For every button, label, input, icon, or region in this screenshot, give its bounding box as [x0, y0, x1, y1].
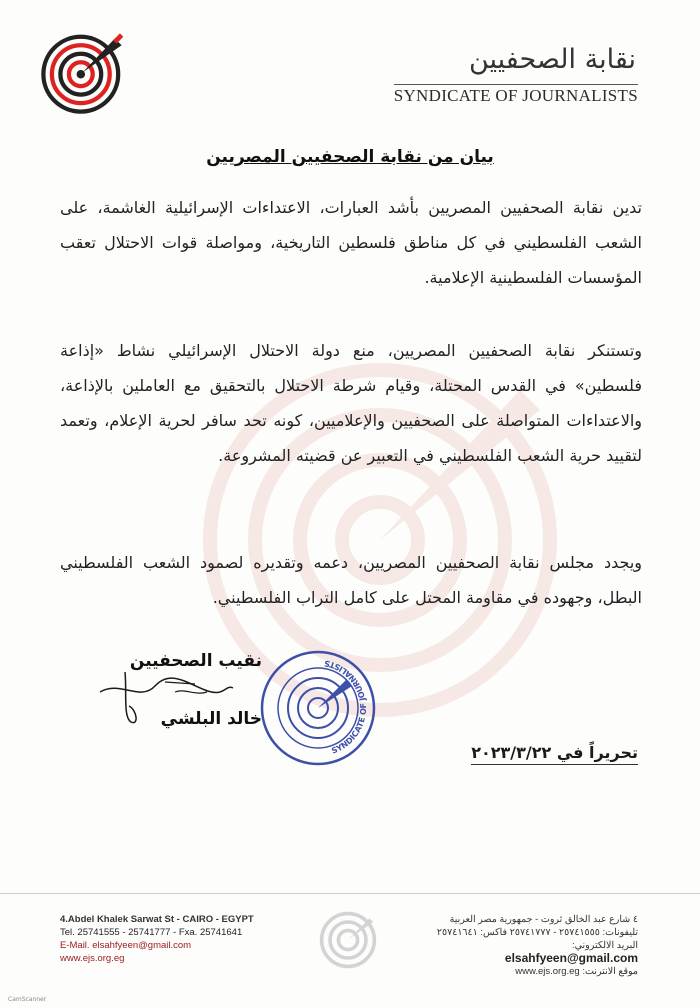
- footer-email-label: البريد الالكتروني:: [571, 940, 638, 951]
- footer-phones-ar: تليفونات: ٢٥٧٤١٥٥٥ - ٢٥٧٤١٧٧٧ فاكس: ٢٥٧٤١٦٤١: [436, 927, 638, 938]
- footer-address-en: 4.Abdel Khalek Sarwat St - CAIRO - EGYPT: [60, 914, 254, 925]
- footer-phones-en: Tel. 25741555 - 25741777 - Fxa. 25741641: [60, 927, 243, 938]
- signer-title: نقيب الصحفيين: [129, 651, 262, 671]
- footer-address-ar: ٤ شارع عبد الخالق ثروت - جمهورية مصر العربية: [449, 914, 638, 925]
- footer-email-en[interactable]: E-Mail. elsahfyeen@gmail.com: [60, 940, 192, 951]
- svg-text:SYNDICATE OF JOURNALISTS: SYNDICATE OF JOURNALISTS: [323, 658, 369, 756]
- statement-title: بيان من نقابة الصحفيين المصريين: [206, 147, 494, 167]
- official-stamp-icon: [258, 648, 378, 768]
- footer-email-ar[interactable]: elsahfyeen@gmail.com: [504, 951, 638, 965]
- footer-english-contact: [60, 913, 254, 965]
- footer-website-en[interactable]: www.ejs.org.eg: [60, 953, 125, 964]
- footer-divider: [0, 893, 700, 894]
- paragraph-2: وتستنكر نقابة الصحفيين المصريين، منع دولة الاحتلال الإسرائيلي نشاط «إذاعة فلسطين» في القدس المحتلة، وقيام شرطة الاحتلال بالتحقيق مع العاملين بالإذاعة، والاعتداءات المتواصلة على الصحفيين والإعلاميين، كونه تحد سافر لحرية الإعلام، وتعمد لتقييد حرية الشعب الفلسطيني في التعبير عن قضيته المشروعة.: [60, 341, 642, 465]
- footer-arabic-contact: [437, 913, 638, 978]
- paragraph-1: تدين نقابة الصحفيين المصريين بأشد العبارات، الاعتداءات الإسرائيلية الغاشمة، على الشعب الفلسطيني في كل مناطق فلسطين التاريخية، ومواصلة قوات الاحتلال تعقب المؤسسات الفلسطينية الإعلامية.: [60, 198, 642, 287]
- header-english-name: SYNDICATE OF JOURNALISTS: [393, 86, 638, 105]
- paragraph-3: ويجدد مجلس نقابة الصحفيين المصريين، دعمه وتقديره لصمود الشعب الفلسطيني البطل، وجهوده في مقاومة المحتل على كامل التراب الفلسطيني.: [60, 553, 642, 607]
- signer-name: خالد البلشي: [160, 709, 262, 729]
- syndicate-logo-icon: [40, 30, 125, 115]
- scanner-watermark: CamScanner: [8, 996, 47, 1003]
- footer-logo-icon: [318, 910, 378, 970]
- header-arabic-name: نقابة الصحفيين: [468, 44, 636, 75]
- date-line: تحريراً في ٢٠٢٣/٣/٢٢: [471, 743, 638, 765]
- footer-website-label: موقع الانترنت:: [582, 966, 638, 977]
- footer-website-ar[interactable]: www.ejs.org.eg: [515, 966, 580, 977]
